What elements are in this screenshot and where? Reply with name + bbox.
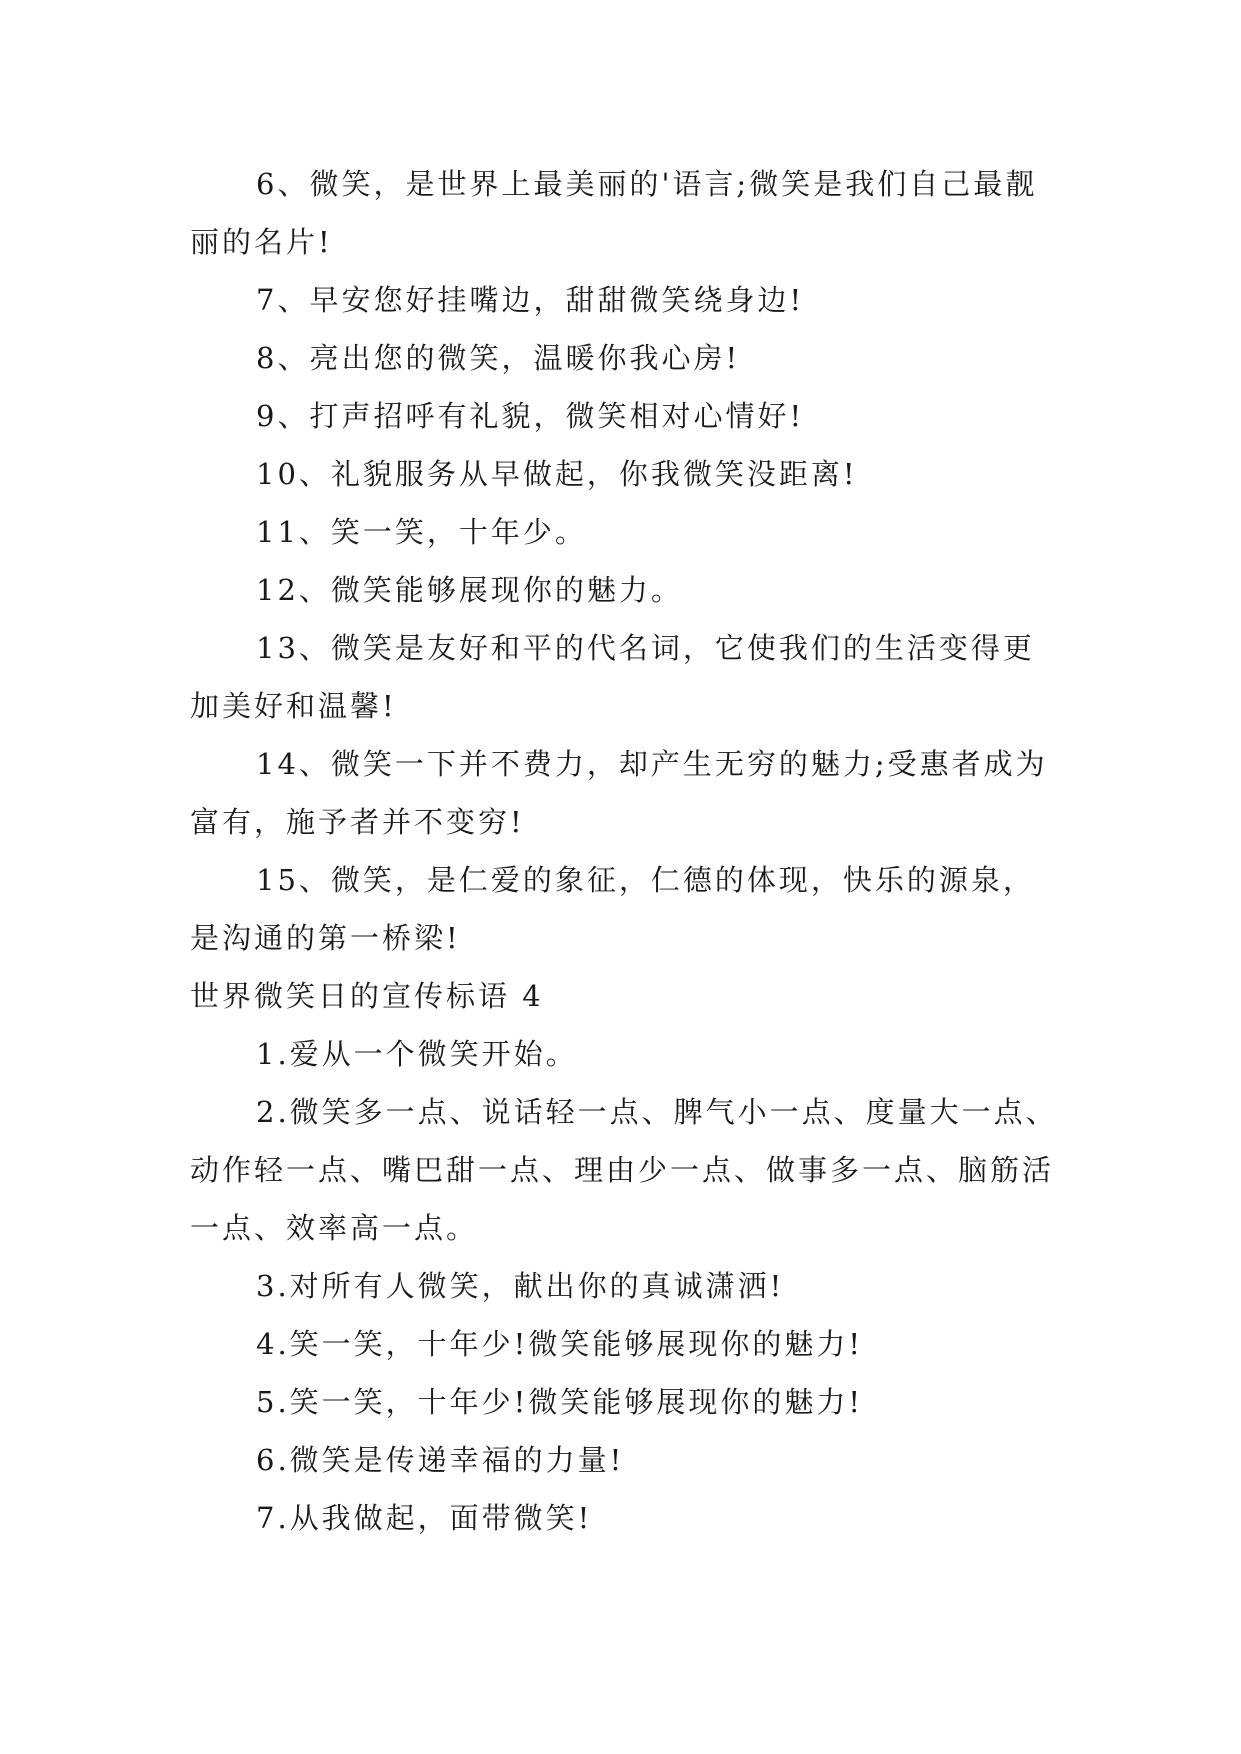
paragraph-item-5: 5.笑一笑，十年少!微笑能够展现你的魅力! (256, 1385, 863, 1419)
paragraph-item-6: 6.微笑是传递幸福的力量! (256, 1443, 625, 1477)
paragraph-slogan-10: 10、礼貌服务从早做起，你我微笑没距离! (256, 457, 858, 491)
paragraph-slogan-9: 9、打声招呼有礼貌，微笑相对心情好! (256, 399, 805, 433)
document-body (190, 155, 1060, 1547)
paragraph-slogan-6: 6、微笑，是世界上最美丽的'语言;微笑是我们自己最靓丽的名片! (190, 167, 1038, 259)
paragraph-item-2: 2.微笑多一点、说话轻一点、脾气小一点、度量大一点、动作轻一点、嘴巴甜一点、理由少一点、做事多一点、脑筋活一点、效率高一点。 (190, 1095, 1058, 1245)
paragraph-item-4: 4.笑一笑，十年少!微笑能够展现你的魅力! (256, 1327, 863, 1361)
section-heading: 世界微笑日的宣传标语 4 (190, 979, 544, 1013)
paragraph-item-7: 7.从我做起，面带微笑! (256, 1501, 593, 1535)
paragraph-slogan-12: 12、微笑能够展现你的魅力。 (256, 573, 683, 607)
paragraph-slogan-11: 11、笑一笑，十年少。 (256, 515, 587, 549)
paragraph-item-1: 1.爱从一个微笑开始。 (256, 1037, 578, 1071)
paragraph-slogan-7: 7、早安您好挂嘴边，甜甜微笑绕身边! (256, 283, 805, 317)
paragraph-slogan-15: 15、微笑，是仁爱的象征，仁德的体现，快乐的源泉，是沟通的第一桥梁! (190, 863, 1035, 955)
paragraph-slogan-13: 13、微笑是友好和平的代名词，它使我们的生活变得更加美好和温馨! (190, 631, 1035, 723)
paragraph-slogan-8: 8、亮出您的微笑，温暖你我心房! (256, 341, 741, 375)
paragraph-item-3: 3.对所有人微笑，献出你的真诚潇洒! (256, 1269, 785, 1303)
paragraph-slogan-14: 14、微笑一下并不费力，却产生无穷的魅力;受惠者成为富有，施予者并不变穷! (190, 747, 1048, 839)
